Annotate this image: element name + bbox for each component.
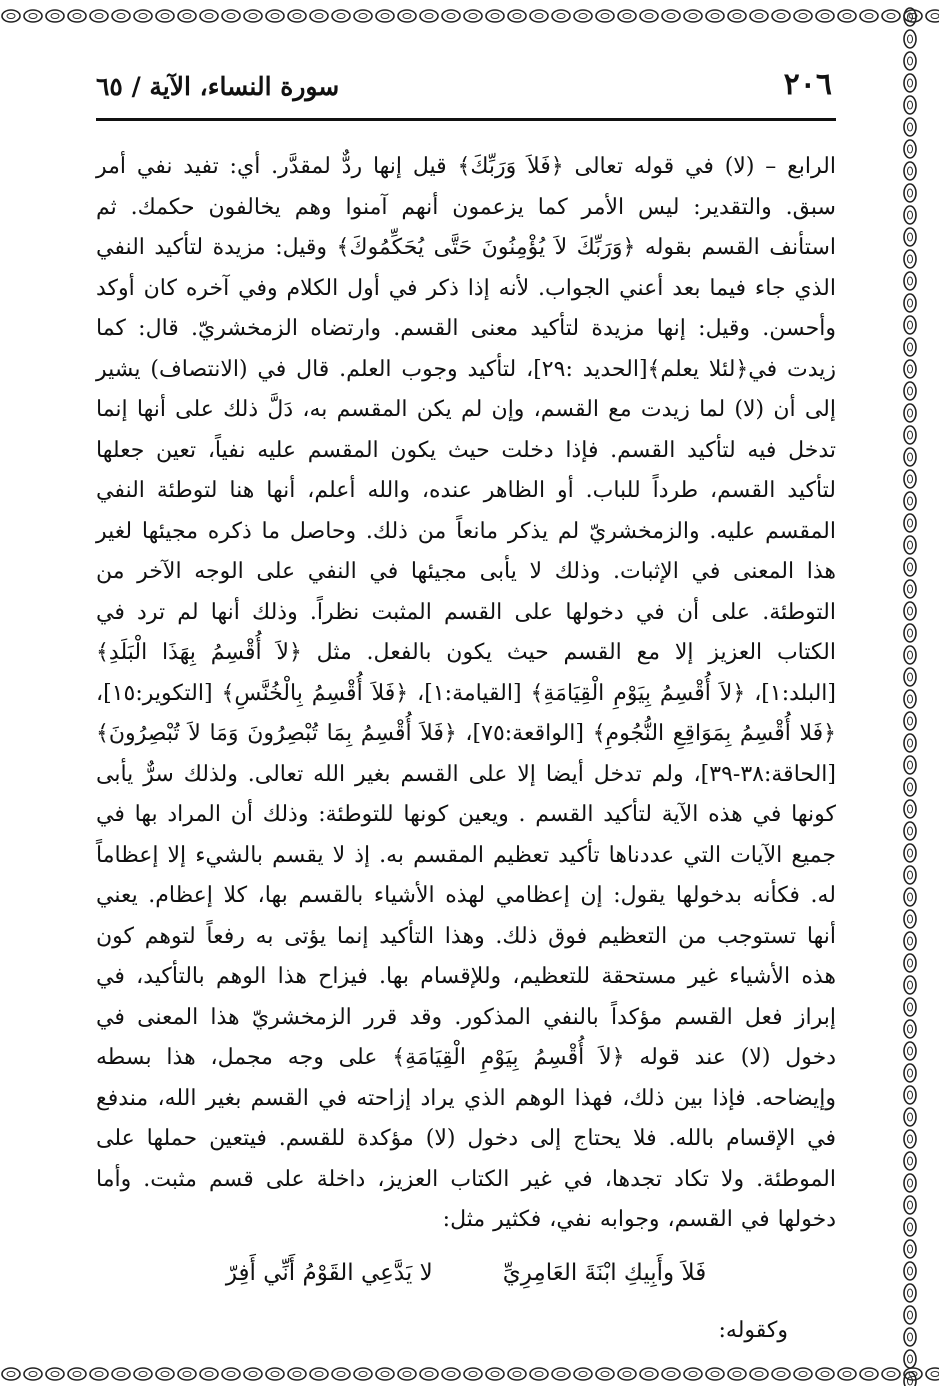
bottom-ornamental-border xyxy=(0,1362,939,1386)
right-ornamental-border xyxy=(898,6,922,1386)
trailing-line: وكقوله: xyxy=(718,1317,788,1343)
book-page xyxy=(96,56,836,1346)
running-title: سورة النساء، الآية / ٦٥ xyxy=(96,72,340,101)
verse-second-hemistich: لا يَدَّعِي القَوْمُ أَنِّي أَفِرّ xyxy=(225,1259,433,1286)
page-header xyxy=(96,56,836,121)
page-number: ٢٠٦ xyxy=(783,67,832,102)
commentary-paragraph: الرابع – (لا) في قوله تعالى ﴿فَلاَ وَرَبِّكَ﴾ قيل إنها ردٌّ لمقدَّر. أي: تفيد نفي أمر سبق. والتقدير: ليس الأمر كما يزعمون أنهم آمنوا وهم يخالفون حكمك. ثم استأنف القسم بقوله ﴿وَرَبِّكَ لاَ يُؤْمِنُونَ حَتَّى يُحَكِّمُوكَ﴾ وقيل: مزيدة لتأكيد النفي الذي جاء فيما بعد أعني الجواب. لأنه إذا ذكر في أول الكلام وفي آخره كان أوكد وأحسن. وقيل: إنها مزيدة لتأكيد معنى القسم. وارتضاه الزمخشريّ. قال: كما زيدت في﴿لئلا يعلم﴾[الحديد :٢٩]، لتأكيد وجوب العلم. قال في (الانتصاف) يشير إلى أن (لا) لما زيدت مع القسم، وإن لم يكن المقسم به، دَلَّ ذلك على أنها إنما تدخل فيه لتأكيد القسم. فإذا دخلت حيث يكون المقسم عليه نفياً، تعين جعلها لتأكيد القسم، طرداً للباب. أو الظاهر عنده، والله أعلم، أنها هنا لتوطئة النفي المقسم عليه. والزمخشريّ لم يذكر مانعاً من ذلك. وحاصل ما ذكره مجيئها لغير هذا المعنى في الإثبات. وذلك لا يأبى مجيئها في النفي على الوجه الآخر من التوطئة. على أن في دخولها على القسم المثبت نظراً. وذلك أنها لم ترد في الكتاب العزيز إلا مع القسم حيث يكون بالفعل. مثل ﴿لاَ أُقْسِمُ بِهَذَا الْبَلَدِ﴾ [البلد:١]، ﴿لاَ أُقْسِمُ بِيَوْمِ الْقِيَامَةِ﴾ [القيامة:١]، ﴿فَلاَ أُقْسِمُ بِالْخُنَّسِ﴾ [التكوير:١٥]، ﴿فَلا أُقْسِمُ بِمَوَاقِعِ النُّجُومِ﴾ [الواقعة:٧٥]، ﴿فَلاَ أُقْسِمُ بِمَا تُبْصِرُونَ وَمَا لاَ تُبْصِرُونَ﴾ [الحاقة:٣٨-٣٩]، ولم تدخل أيضا إلا على القسم بغير الله تعالى. ولذلك سرٌّ يأبى كونها في هذه الآية لتأكيد القسم . ويعين كونها للتوطئة: وذلك أن المراد بها في جميع الآيات التي عددناها تأكيد تعظيم المقسم به. إذ لا يقسم بالشيء إلا إعظاماً له. فكأنه بدخولها يقول: إن إعظامي لهذه الأشياء بالقسم بها، كلا إعظام. يعني أنها تستوجب من التعظيم فوق ذلك. وهذا التأكيد إنما يؤتى به رفعاً لتوهم كون هذه الأشياء غير مستحقة للتعظيم، وللإقسام بها. فيزاح هذا الوهم بالتأكيد، في إبراز فعل القسم مؤكداً بالنفي المذكور. وقد قرر الزمخشريّ هذا المعنى في دخول (لا) عند قوله ﴿لاَ أُقْسِمُ بِيَوْمِ الْقِيَامَةِ﴾ على وجه مجمل، هذا بسطه وإيضاحه. فإذا بين ذلك، فهذا الوهم الذي يراد إزاحته في القسم بغير الله، مندفع في الإقسام بالله. فلا يحتاج إلى دخول (لا) مؤكدة للقسم. فيتعين حملها على الموطئة. ولا تكاد تجدها، في غير الكتاب العزيز، داخلة على قسم مثبت. وأما دخولها في القسم، وجوابه نفي، فكثير مثل: xyxy=(96,154,837,1232)
poetry-verse xyxy=(96,1251,836,1295)
verse-first-hemistich: فَلاَ وأَبِيكِ ابْنَةَ العَامِرِيِّ xyxy=(502,1259,707,1286)
top-ornamental-border xyxy=(0,4,939,28)
